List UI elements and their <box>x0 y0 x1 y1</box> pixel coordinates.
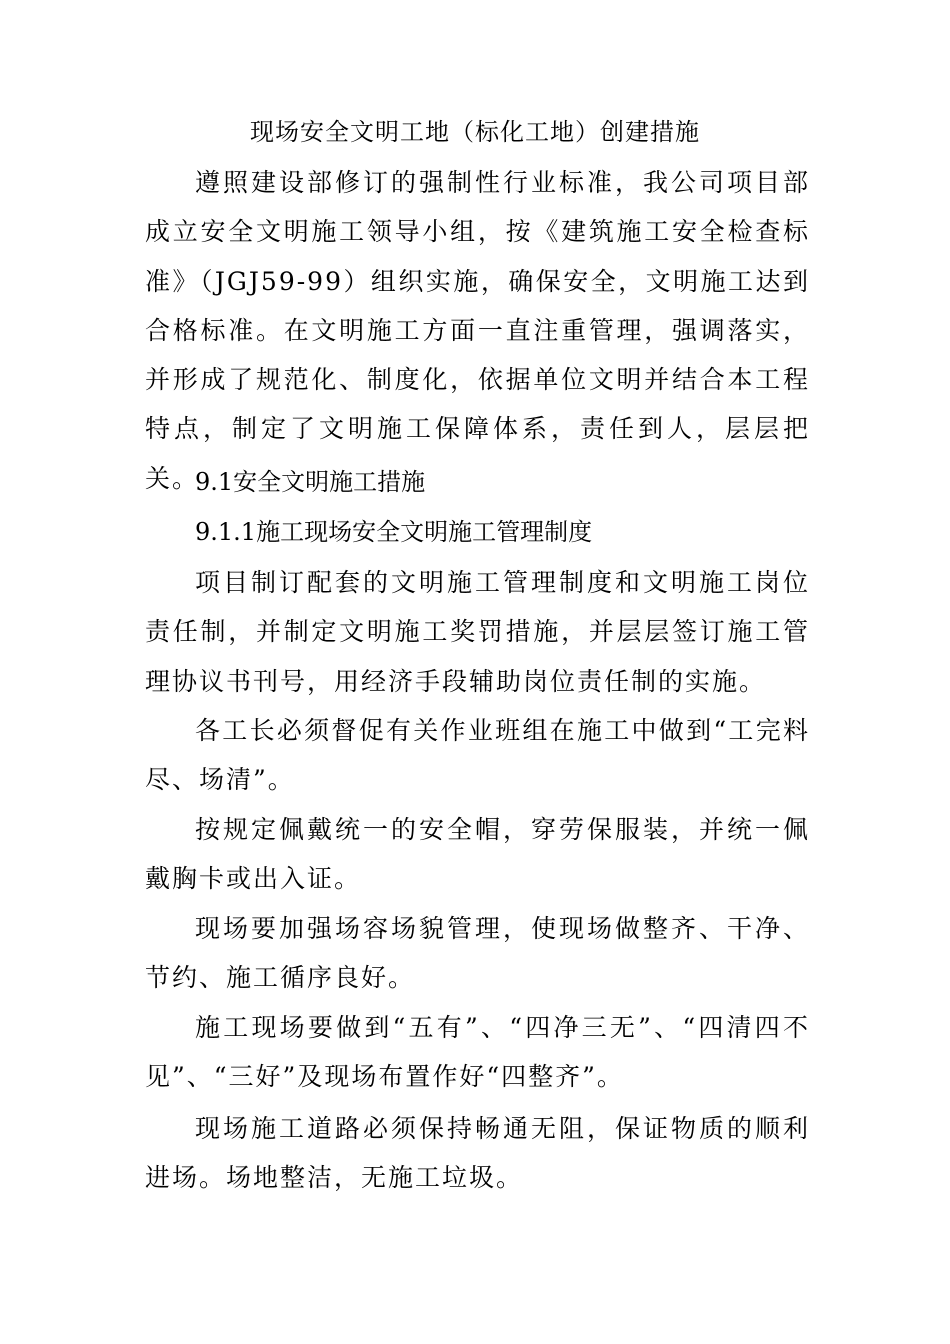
body-paragraph: 现场施工道路必须保持畅通无阻，保证物质的顺利进场。场地整洁，无施工垃圾。 <box>145 1114 810 1193</box>
body-paragraph: 按规定佩戴统一的安全帽，穿劳保服装，并统一佩戴胸卡或出入证。 <box>145 815 810 894</box>
intro-paragraph: 遵照建设部修订的强制性行业标准，我公司项目部成立安全文明施工领导小组，按《建筑施工安全检查标准》（JGJ59-99）组织实施，确保安全，文明施工达到合格标准。在文明施工方面一直注重管理，强调落实，并形成了规范化、制度化，依据单位文明并结合本工程特点，制定了文明施工保障体系，责任到人，层层把关。 <box>145 168 810 493</box>
body-paragraph: 项目制订配套的文明施工管理制度和文明施工岗位责任制，并制定文明施工奖罚措施，并层层签订施工管理协议书刊号，用经济手段辅助岗位责任制的实施。 <box>145 568 810 696</box>
body-paragraph: 施工现场要做到“五有”、“四净三无”、“四清四不见”、“三好”及现场布置作好“四整齐”。 <box>145 1013 810 1092</box>
body-paragraph: 各工长必须督促有关作业班组在施工中做到“工完料尽、场清”。 <box>145 716 810 795</box>
document-title: 现场安全文明工地（标化工地）创建措施 <box>250 118 700 146</box>
body-paragraph: 现场要加强场容场貌管理，使现场做整齐、干净、节约、施工循序良好。 <box>145 914 810 993</box>
section-heading: 9.1安全文明施工措施 <box>195 468 426 496</box>
subsection-heading: 9.1.1施工现场安全文明施工管理制度 <box>195 518 593 546</box>
